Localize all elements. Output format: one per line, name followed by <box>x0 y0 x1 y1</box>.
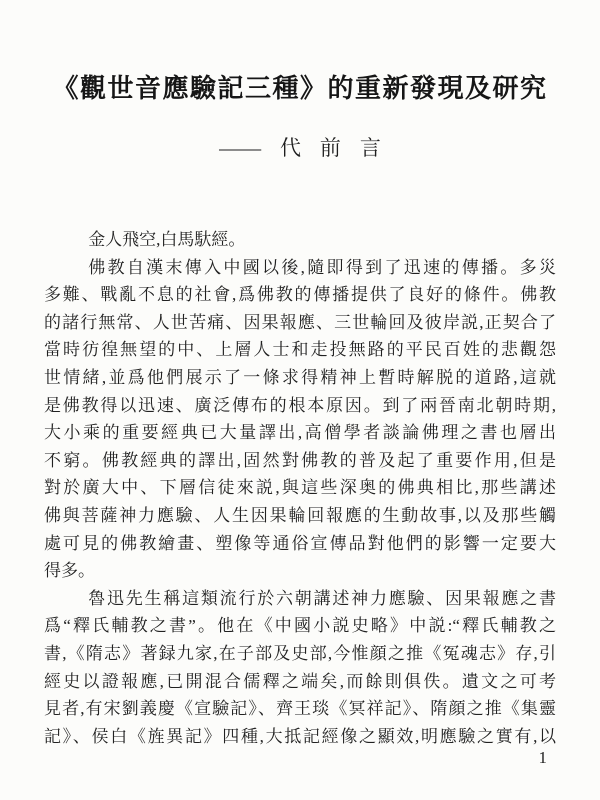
text-line: 世情緒,並爲他們展示了一條求得精神上暫時解脱的道路,這就 <box>44 367 556 387</box>
page-title: 《觀世音應驗記三種》的重新發現及研究 <box>52 74 548 103</box>
text-line: 不窮。佛教經典的譯出,固然對佛教的普及起了重要作用,但是 <box>44 450 556 470</box>
text-line: 多難、戰亂不息的社會,爲佛教的傳播提供了良好的條件。佛教 <box>44 285 556 305</box>
body-text <box>44 226 556 750</box>
text-line: 爲“釋氏輔教之書”。他在《中國小説史略》中説:“釋氏輔教之 <box>44 616 556 636</box>
text-line: 魯迅先生稱這類流行於六朝講述神力應驗、因果報應之書 <box>88 588 556 608</box>
text-line: 經史以證報應,已開混合儒釋之端矣,而餘則俱佚。遺文之可考 <box>44 671 556 691</box>
text-line: 大小乘的重要經典已大量譯出,高僧學者談論佛理之書也層出 <box>44 423 556 443</box>
text-line: 佛教自漢末傳入中國以後,隨即得到了迅速的傳播。多災 <box>88 257 556 277</box>
text-line: 當時彷徨無望的中、上層人士和走投無路的平民百姓的悲觀怨 <box>44 340 556 360</box>
text-line: 書,《隋志》著録九家,在子部及史部,今惟顔之推《冤魂志》存,引 <box>44 643 556 663</box>
text-line: 對於廣大中、下層信徒來説,與這些深奥的佛典相比,那些講述 <box>44 478 556 498</box>
page-number: 1 <box>538 748 547 767</box>
text-line: 記》、侯白《旌異記》四種,大抵記經像之顯效,明應驗之實有,以 <box>44 726 556 746</box>
text-line: 佛與菩薩神力應驗、人生因果輪回報應的生動故事,以及那些觸 <box>44 505 556 525</box>
text-line: 是佛教得以迅速、廣泛傳布的根本原因。到了兩晉南北朝時期, <box>44 395 556 415</box>
text-line: 得多。 <box>44 561 95 581</box>
text-line: 見者,有宋劉義慶《宣驗記》、齊王琰《冥祥記》、隋顔之推《集靈 <box>44 699 556 719</box>
text-line: 金人飛空,白馬馱經。 <box>88 230 246 249</box>
subtitle-dash: —— <box>219 136 262 160</box>
document-subtitle <box>0 132 600 162</box>
subtitle-label: 代前言 <box>280 136 400 160</box>
text-line: 的諸行無常、人世苦痛、因果報應、三世輪回及彼岸説,正契合了 <box>44 312 556 332</box>
text-line: 處可見的佛教繪畫、塑像等通俗宣傳品對他們的影響一定要大 <box>44 533 556 553</box>
